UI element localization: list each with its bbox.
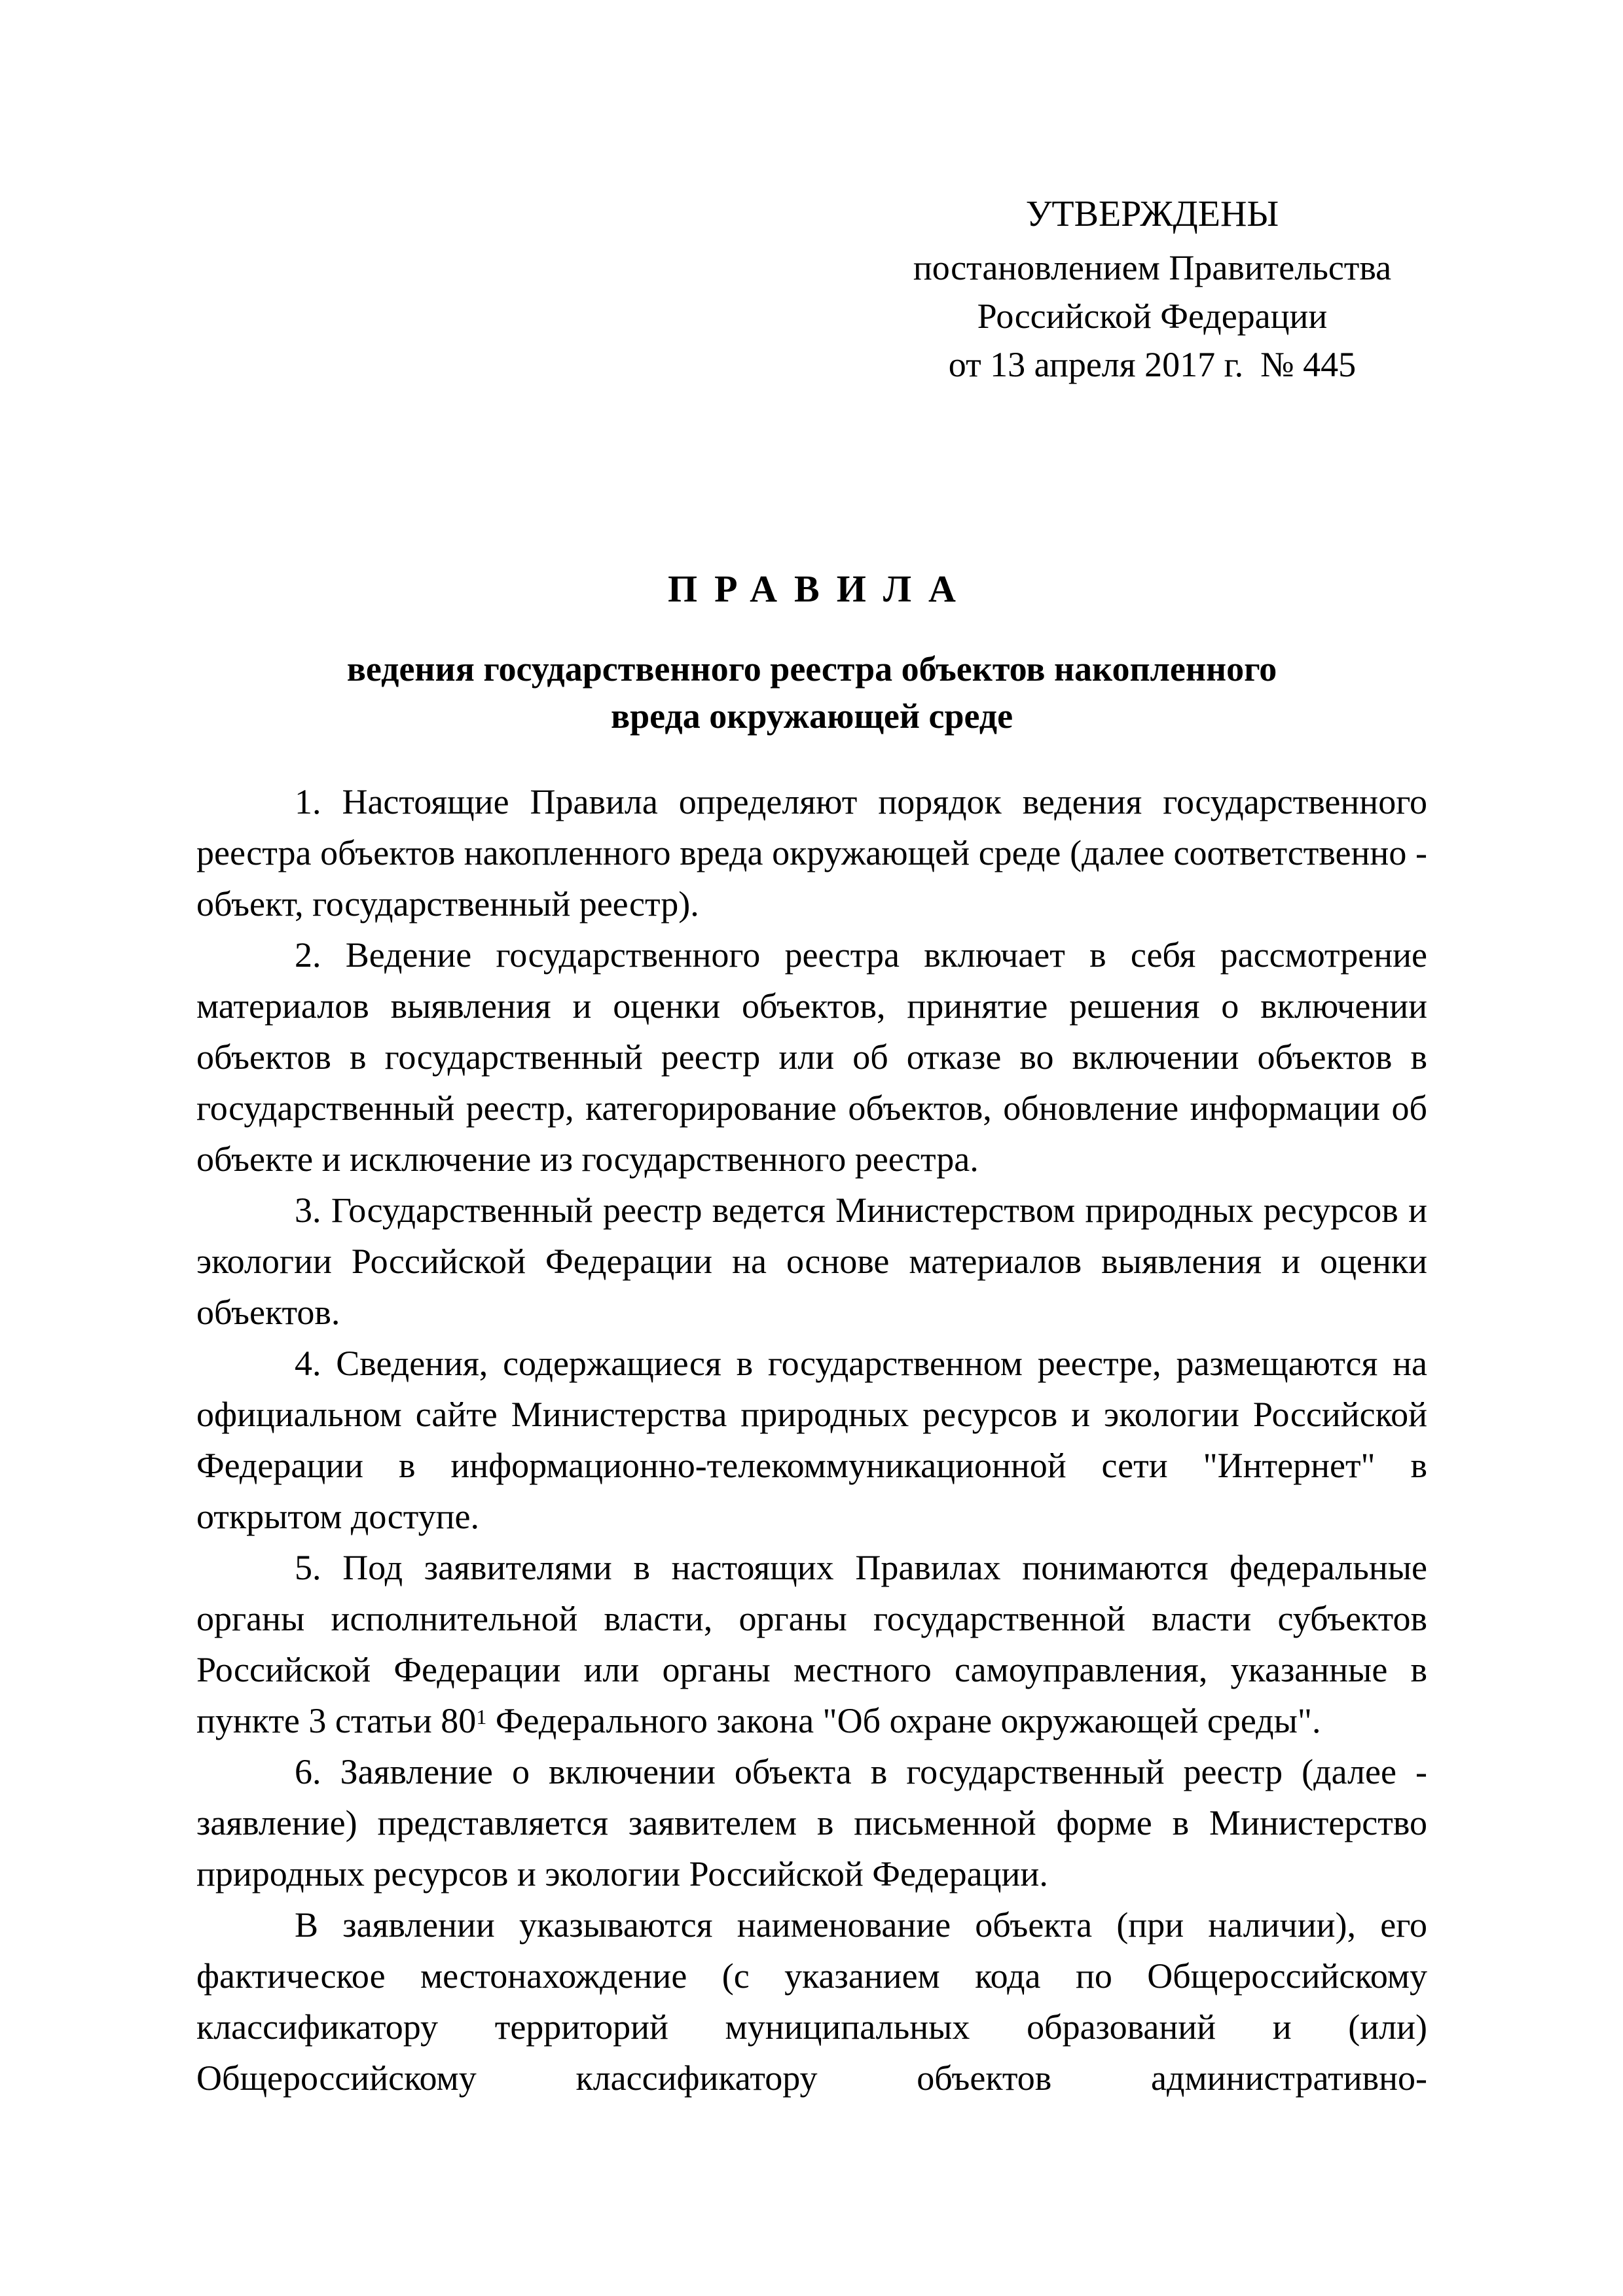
approval-block xyxy=(851,190,1453,389)
document-title-block xyxy=(196,563,1427,740)
approval-date-line xyxy=(851,340,1453,389)
paragraph-6: 6. Заявление о включении объекта в государственный реестр (далее - заявление) представляется заявителем в письменной форме в Министерство природных ресурсов и экологии Российской Федерации. xyxy=(196,1752,1427,1893)
paragraph-5-text: 5. Под заявителями в настоящих Правилах понимаются федеральные органы исполнительной власти, органы государственной власти субъектов Российской Федерации или органы местного самоуправления, указанные в пункте 3 статьи 80 xyxy=(196,1548,1427,1740)
paragraph-5 xyxy=(196,1542,1427,1746)
document-subtitle-line-2: вреда окружающей среде xyxy=(610,696,1013,736)
paragraph-7: В заявлении указываются наименование объекта (при наличии), его фактическое местонахождение (с указанием кода по Общероссийскому классификатору территорий муниципальных образований и (или) Общероссийскому классификатору объектов административно- xyxy=(196,1905,1427,2098)
approval-line-resolution: постановлением Правительства xyxy=(913,248,1392,287)
document-title: ПРАВИЛА xyxy=(668,567,973,610)
approval-number: № 445 xyxy=(1260,345,1357,384)
document-body xyxy=(196,776,1427,2104)
approval-line-federation: Российской Федерации xyxy=(977,296,1328,336)
paragraph-5-text-end: Федерального закона "Об охране окружающей среды". xyxy=(486,1701,1321,1740)
paragraph-4: 4. Сведения, содержащиеся в государственном реестре, размещаются на официальном сайте Министерства природных ресурсов и экологии Российской Федерации в информационно-телекоммуникационной сети "Интернет" в открытом доступе. xyxy=(196,1344,1427,1536)
paragraph-2: 2. Ведение государственного реестра включает в себя рассмотрение материалов выявления и оценки объектов, принятие решения о включении объектов в государственный реестр или об отказе во включении объектов в государственный реестр, категорирование объектов, обновление информации об объекте и исключение из государственного реестра. xyxy=(196,935,1427,1179)
approval-date: от 13 апреля 2017 г. xyxy=(948,345,1244,384)
paragraph-3: 3. Государственный реестр ведется Министерством природных ресурсов и экологии Российской Федерации на основе материалов выявления и оценки объектов. xyxy=(196,1191,1427,1332)
paragraph-1: 1. Настоящие Правила определяют порядок ведения государственного реестра объектов накопленного вреда окружающей среде (далее соответственно - объект, государственный реестр). xyxy=(196,782,1427,924)
document-subtitle-line-1: ведения государственного реестра объектов накопленного xyxy=(346,649,1277,689)
approval-heading: УТВЕРЖДЕНЫ xyxy=(1025,194,1279,234)
paragraph-5-superscript: 1 xyxy=(476,1705,487,1729)
